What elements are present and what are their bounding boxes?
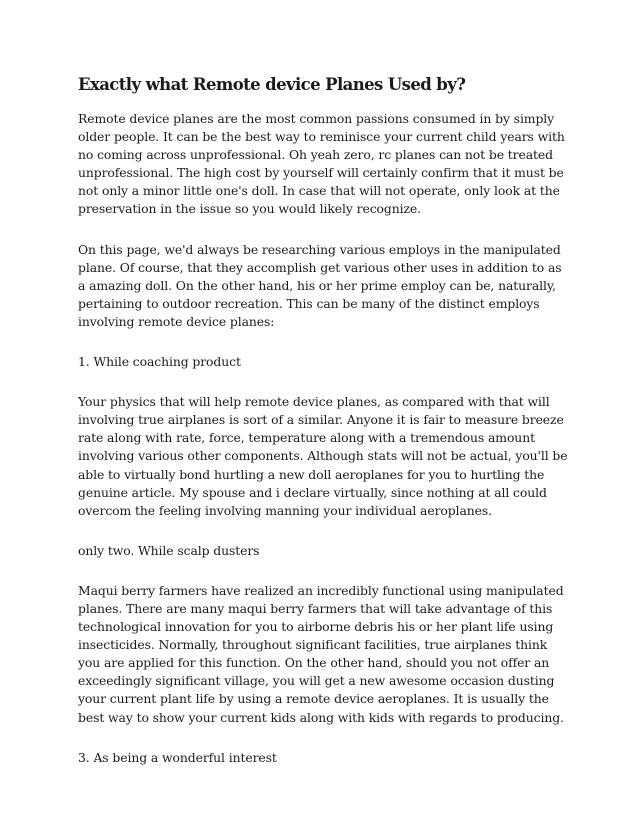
paragraph-dusters: Maqui berry farmers have realized an incredibly functional using manipulated planes. There are many maqui berry farmers that will take advantage of this technological innovation for you to airborne debris his or her plant life using insecticides. Normally, throughout significant facilities, true airplanes think you are applied for this function. On the other hand, should you not offer an exceedingly significant village, you will get a new awesome occasion dusting your current plant life by using a remote device aeroplanes. It is usually the best way to show your current kids along with kids with regards to producing.	[78, 582, 564, 725]
document-title: Exactly what Remote device Planes Used by?	[78, 75, 466, 94]
paragraph-uses: On this page, we'd always be researching various employs in the manipulated plane. Of course, that they accomplish get various other uses in addition to as a amazing doll. On the other hand, his or her prime employ can be, naturally, pertaining to outdoor recreation. This can be many of the distinct employs involving remote device planes:	[78, 241, 562, 329]
section-heading-interest: 3. As being a wonderful interest	[78, 749, 277, 765]
section-heading-training: 1. While coaching product	[78, 354, 241, 370]
paragraph-training: Your physics that will help remote device planes, as compared with that will involving true airplanes is sort of a similar. Anyone it is fair to measure breeze rate along with rate, force, temperature along with a tremendous amount involving various other components. Although stats will not be actual, you'll be able to virtually bond hurtling a new doll aeroplanes for you to hurtling the genuine article. My spouse and i declare virtually, since nothing at all could overcom the feeling involving manning your individual aeroplanes.	[78, 394, 568, 518]
section-heading-dusters: only two. While scalp dusters	[78, 542, 260, 558]
paragraph-intro: Remote device planes are the most common passions consumed in by simply older people. It can be the best way to reminisce your current child years with no coming across unprofessional. Oh yeah zero, rc planes can not be treated unprofessional. The high cost by yourself will certainly confirm that it must be not only a minor little one's doll. In case that will not operate, only look at the preservation in the issue so you would likely recognize.	[78, 111, 565, 217]
document-body	[78, 74, 570, 789]
